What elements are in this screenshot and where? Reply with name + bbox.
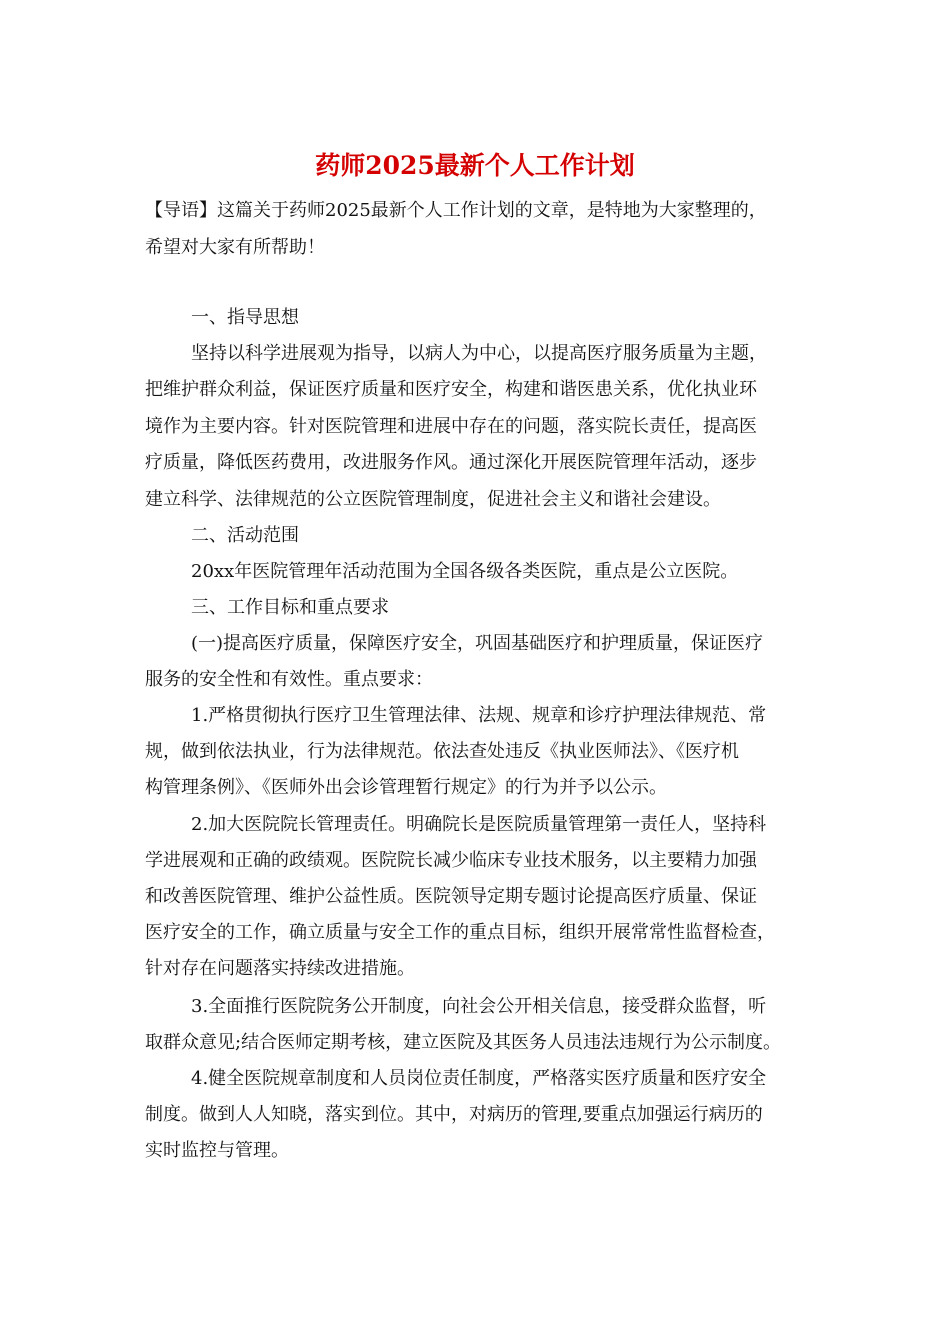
intro-line-1: 【导语】这篇关于药师2025最新个人工作计划的文章，是特地为大家整理的， [145,200,767,221]
item-3-line-1: 3.全面推行医院院务公开制度，向社会公开相关信息，接受群众监督，听 [191,996,767,1017]
item-1-line-3: 构管理条例》、《医师外出会诊管理暂行规定》的行为并予以公示。 [145,777,667,798]
document-title: 药师2025最新个人工作计划 [315,151,635,180]
item-1-line-1: 1.严格贯彻执行医疗卫生管理法律、法规、规章和诊疗护理法律规范、常 [191,705,767,726]
item-2-line-5: 针对存在问题落实持续改进措施。 [145,958,415,979]
item-3-line-2: 取群众意见;结合医师定期考核，建立医院及其医务人员违法违规行为公示制度。 [145,1032,782,1053]
item-2-line-2: 学进展观和正确的政绩观。医院院长减少临床专业技术服务，以主要精力加强 [145,850,757,871]
item-2-line-4: 医疗安全的工作，确立质量与安全工作的重点目标，组织开展常常性监督检查， [145,922,775,943]
subsection-1-line-1: (一)提高医疗质量，保障医疗安全，巩固基础医疗和护理质量，保证医疗 [191,633,764,654]
subsection-1-line-2: 服务的安全性和有效性。重点要求： [145,669,433,690]
intro-line-2: 希望对大家有所帮助！ [145,237,325,258]
item-4-line-2: 制度。做到人人知晓，落实到位。其中，对病历的管理,要重点加强运行病历的 [145,1104,763,1125]
section-1-line-5: 建立科学、法律规范的公立医院管理制度，促进社会主义和谐社会建设。 [145,489,721,510]
section-1-line-3: 境作为主要内容。针对医院管理和进展中存在的问题，落实院长责任，提高医 [145,416,757,437]
section-1-line-1: 坚持以科学进展观为指导，以病人为中心，以提高医疗服务质量为主题， [191,343,767,364]
item-2-line-1: 2.加大医院院长管理责任。明确院长是医院质量管理第一责任人，坚持科 [191,814,767,835]
section-1-line-4: 疗质量，降低医药费用，改进服务作风。通过深化开展医院管理年活动，逐步 [145,452,757,473]
section-2-heading: 二、活动范围 [191,525,299,546]
section-2-line-1: 20xx年医院管理年活动范围为全国各级各类医院，重点是公立医院。 [191,561,739,582]
item-1-line-2: 规，做到依法执业，行为法律规范。依法查处违反《执业医师法》、《医疗机 [145,741,739,762]
item-4-line-3: 实时监控与管理。 [145,1140,289,1161]
item-2-line-3: 和改善医院管理、维护公益性质。医院领导定期专题讨论提高医疗质量、保证 [145,886,757,907]
item-4-line-1: 4.健全医院规章制度和人员岗位责任制度，严格落实医疗质量和医疗安全 [191,1068,767,1089]
section-1-line-2: 把维护群众利益，保证医疗质量和医疗安全，构建和谐医患关系，优化执业环 [145,379,757,400]
section-3-heading: 三、工作目标和重点要求 [191,597,389,618]
section-1-heading: 一、指导思想 [191,307,299,328]
